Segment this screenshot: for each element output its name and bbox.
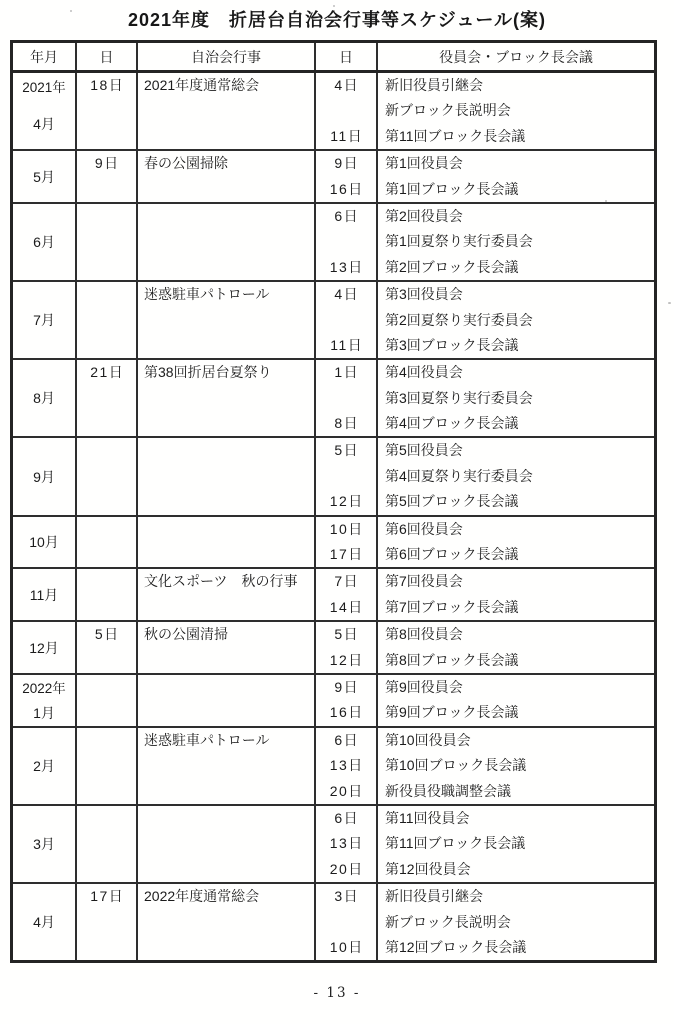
table-row (13, 728, 654, 806)
month-label: 8月 (33, 390, 55, 407)
table-row (13, 438, 654, 516)
meeting-name-cell: 第9回役員会 (385, 678, 463, 695)
month-cell (13, 569, 77, 620)
meeting-day-cell: 10日 (316, 935, 378, 960)
month-cell (13, 517, 77, 568)
table-body (13, 73, 654, 960)
month-label: 6月 (33, 234, 55, 251)
event-day-cell: 9日 (77, 151, 138, 202)
meeting-day-cell: 12日 (316, 489, 378, 514)
event-day-cell: 5日 (77, 622, 138, 673)
meeting-name-cell: 第4回役員会 (385, 364, 463, 381)
table-header-row (13, 43, 654, 73)
event-day-cell (77, 569, 138, 620)
event-cell: 迷惑駐車パトロール (138, 282, 316, 358)
month-cell (13, 622, 77, 673)
year-label: 2021年 (22, 79, 66, 95)
meeting-name-cell: 第11回ブロック長会議 (385, 835, 526, 852)
month-label: 9月 (33, 468, 55, 485)
event-cell: 文化スポーツ 秋の行事 (138, 569, 316, 620)
meeting-name-cell: 第5回役員会 (385, 442, 463, 459)
meeting-name-cell: 第12回ブロック長会議 (385, 938, 527, 955)
meeting-day-cell: 13日 (316, 255, 378, 280)
meeting-day-cell: 6日 (316, 728, 378, 753)
scan-speck (70, 10, 72, 12)
meeting-name-cell: 第3回ブロック長会議 (385, 336, 519, 353)
event-cell: 2021年度通常総会 (138, 73, 316, 149)
meeting-day-cell: 17日 (316, 542, 378, 567)
meeting-name-cell: 新役員役職調整会議 (385, 782, 511, 799)
meeting-name-cell: 第1回夏祭り実行委員会 (385, 233, 533, 250)
scan-speck (605, 200, 607, 202)
scan-speck (668, 302, 671, 304)
meeting-name-cell: 第4回夏祭り実行委員会 (385, 467, 533, 484)
month-cell (13, 360, 77, 436)
meeting-day-cell: 10日 (316, 517, 378, 542)
month-label: 1月 (33, 704, 55, 721)
meeting-day-cell: 14日 (316, 595, 378, 620)
schedule-table (10, 40, 657, 963)
table-row (13, 569, 654, 622)
event-cell (138, 517, 316, 568)
event-day-cell: 17日 (77, 884, 138, 960)
event-day-cell (77, 728, 138, 804)
event-cell (138, 675, 316, 726)
event-day-cell (77, 204, 138, 280)
month-cell (13, 728, 77, 804)
meeting-day-cell (316, 308, 378, 333)
meeting-day-cell: 13日 (316, 831, 378, 856)
header-meeting-day: 日 (316, 43, 378, 70)
meeting-day-cell: 9日 (316, 151, 378, 176)
event-day-cell (77, 675, 138, 726)
event-cell: 秋の公園清掃 (138, 622, 316, 673)
header-day: 日 (77, 43, 138, 70)
meeting-day-cell: 5日 (316, 622, 378, 647)
meeting-name-cell: 第8回役員会 (385, 626, 463, 643)
meeting-name-cell: 第8回ブロック長会議 (385, 651, 519, 668)
event-day-cell (77, 282, 138, 358)
month-cell (13, 806, 77, 882)
month-cell (13, 438, 77, 514)
meeting-day-cell: 4日 (316, 282, 378, 307)
meeting-name-cell: 第11回役員会 (385, 809, 470, 826)
table-row (13, 282, 654, 360)
table-row (13, 204, 654, 282)
page-number: - 13 - (313, 985, 361, 1001)
meeting-name-cell: 第9回ブロック長会議 (385, 704, 519, 721)
month-label: 11月 (29, 586, 59, 603)
meeting-name-cell: 第6回役員会 (385, 520, 463, 537)
meeting-day-cell (316, 386, 378, 411)
meeting-day-cell: 5日 (316, 438, 378, 463)
meeting-day-cell: 4日 (316, 73, 378, 98)
meeting-name-cell: 第10回役員会 (385, 731, 471, 748)
table-row (13, 884, 654, 960)
month-label: 2月 (33, 757, 55, 774)
meeting-name-cell: 第4回ブロック長会議 (385, 415, 519, 432)
table-row (13, 151, 654, 204)
event-day-cell: 21日 (77, 360, 138, 436)
meeting-name-cell: 第11回ブロック長会議 (385, 127, 526, 144)
month-cell (13, 204, 77, 280)
meeting-day-cell: 13日 (316, 753, 378, 778)
meeting-day-cell: 9日 (316, 675, 378, 700)
event-cell (138, 204, 316, 280)
meeting-name-cell: 第6回ブロック長会議 (385, 546, 519, 563)
meeting-day-cell: 1日 (316, 360, 378, 385)
month-cell (13, 73, 77, 149)
event-day-cell (77, 806, 138, 882)
month-cell (13, 282, 77, 358)
meeting-name-cell: 第5回ブロック長会議 (385, 493, 519, 510)
table-row (13, 675, 654, 728)
year-label: 2022年 (22, 681, 66, 697)
meeting-name-cell: 第3回役員会 (385, 286, 463, 303)
month-label: 4月 (33, 914, 55, 931)
table-row (13, 360, 654, 438)
meeting-day-cell: 12日 (316, 648, 378, 673)
meeting-name-cell: 第10回ブロック長会議 (385, 757, 527, 774)
event-cell (138, 806, 316, 882)
meeting-day-cell (316, 910, 378, 935)
table-row (13, 73, 654, 151)
header-association-events: 自治会行事 (138, 43, 316, 70)
meeting-day-cell: 16日 (316, 177, 378, 202)
meeting-name-cell: 新旧役員引継会 (385, 888, 483, 905)
meeting-name-cell: 第2回ブロック長会議 (385, 258, 519, 275)
meeting-day-cell (316, 229, 378, 254)
meeting-day-cell: 16日 (316, 700, 378, 725)
meeting-name-cell: 新ブロック長説明会 (385, 913, 511, 930)
month-cell (13, 675, 77, 726)
meeting-day-cell: 8日 (316, 411, 378, 436)
meeting-day-cell: 3日 (316, 884, 378, 909)
meeting-name-cell: 第3回夏祭り実行委員会 (385, 389, 533, 406)
table-row (13, 806, 654, 884)
event-cell: 迷惑駐車パトロール (138, 728, 316, 804)
meeting-day-cell (316, 464, 378, 489)
meeting-name-cell: 新旧役員引継会 (385, 77, 483, 93)
meeting-name-cell: 第1回役員会 (385, 155, 463, 172)
meeting-name-cell: 第7回役員会 (385, 573, 463, 590)
meeting-day-cell: 20日 (316, 857, 378, 882)
event-day-cell: 18日 (77, 73, 138, 149)
meeting-day-cell (316, 98, 378, 123)
meeting-name-cell: 第7回ブロック長会議 (385, 598, 519, 615)
event-day-cell (77, 438, 138, 514)
meeting-day-cell: 6日 (316, 204, 378, 229)
header-year-month: 年月 (13, 43, 77, 70)
meeting-day-cell: 20日 (316, 779, 378, 804)
meeting-name-cell: 新ブロック長説明会 (385, 102, 511, 119)
month-label: 5月 (33, 168, 55, 185)
meeting-day-cell: 11日 (316, 124, 378, 149)
table-row (13, 517, 654, 570)
month-cell (13, 151, 77, 202)
scan-speck (333, 5, 335, 7)
event-cell (138, 438, 316, 514)
event-cell: 2022年度通常総会 (138, 884, 316, 960)
document-title: 2021年度 折居台自治会行事等スケジュール(案) (128, 10, 546, 30)
meeting-name-cell: 第12回役員会 (385, 860, 471, 877)
month-label: 4月 (33, 115, 55, 132)
meeting-name-cell: 第2回夏祭り実行委員会 (385, 311, 533, 328)
event-day-cell (77, 517, 138, 568)
event-cell: 第38回折居台夏祭り (138, 360, 316, 436)
meeting-day-cell: 6日 (316, 806, 378, 831)
meeting-day-cell: 7日 (316, 569, 378, 594)
meeting-day-cell: 11日 (316, 333, 378, 358)
header-officer-block-meetings: 役員会・ブロック長会議 (439, 48, 593, 65)
month-label: 12月 (29, 639, 59, 656)
event-cell: 春の公園掃除 (138, 151, 316, 202)
month-label: 10月 (29, 534, 59, 551)
month-label: 7月 (33, 312, 55, 329)
month-label: 3月 (33, 836, 55, 853)
month-cell (13, 884, 77, 960)
meeting-name-cell: 第1回ブロック長会議 (385, 180, 519, 197)
table-row (13, 622, 654, 675)
meeting-name-cell: 第2回役員会 (385, 207, 463, 224)
